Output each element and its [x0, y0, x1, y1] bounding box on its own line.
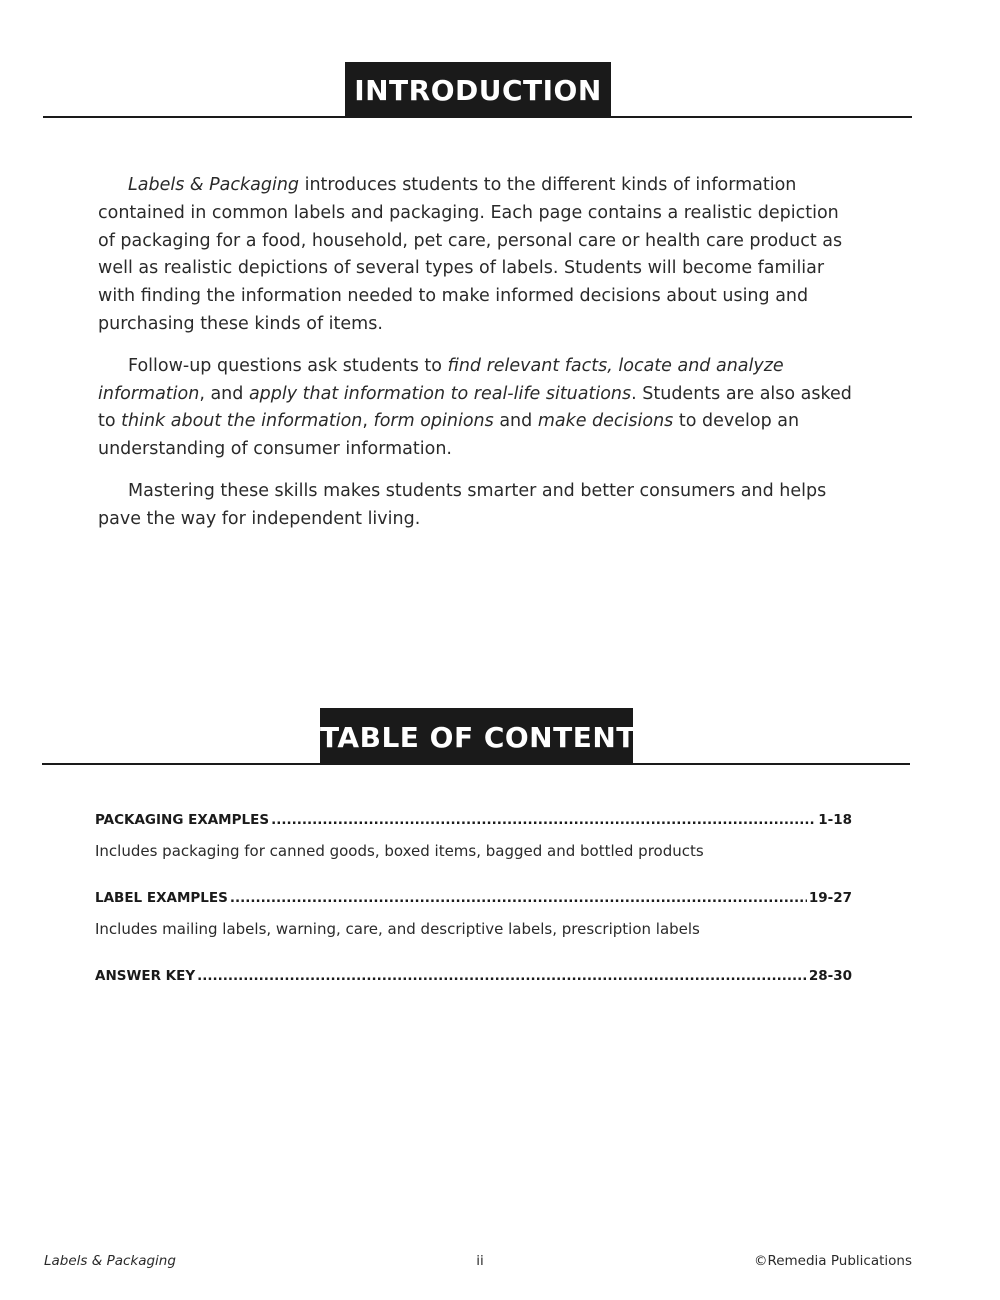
- toc-heading: TABLE OF CONTENT: [320, 708, 633, 765]
- toc-entry-line: [95, 890, 852, 912]
- intro-paragraph-2: [98, 353, 858, 464]
- introduction-heading: INTRODUCTION: [345, 62, 611, 118]
- toc-entry-title: LABEL EXAMPLES: [95, 890, 228, 906]
- intro-p2-text-1: Follow-up questions ask students to: [128, 355, 448, 376]
- intro-paragraph-3: Mastering these skills makes students smarter and better consumers and helps pave the way for independent living.: [98, 480, 827, 529]
- intro-paragraph-1-text: introduces students to the different kinds of information contained in common labels and packaging. Each page contains a realistic depiction of packaging for a food, household, pet care, personal care or health care product as well as realistic depictions of several types of labels. Students will become familiar with finding the information needed to make informed decisions about using and purchasing these kinds of items.: [98, 175, 843, 334]
- toc-dot-leader: [230, 890, 807, 906]
- footer-page-number: ii: [476, 1253, 484, 1269]
- toc-entry-line: [95, 812, 852, 834]
- toc-dot-leader: [271, 812, 816, 828]
- introduction-body: [98, 172, 858, 548]
- toc-entry-label-examples[interactable]: [95, 890, 852, 940]
- toc-dot-leader: [197, 968, 807, 984]
- intro-p2-text-3: . Students are also asked to: [98, 383, 852, 432]
- intro-p2-emphasis-5: make decisions: [537, 411, 674, 432]
- footer-book-title: Labels & Packaging: [44, 1253, 176, 1269]
- intro-p2-text-6: to develop an understanding of consumer information.: [98, 411, 800, 460]
- intro-p2-text-2: , and: [199, 383, 249, 404]
- toc-entry-packaging-examples[interactable]: [95, 812, 852, 862]
- intro-p2-text-5: and: [493, 411, 538, 432]
- toc-entry-pages: 1-18: [818, 812, 852, 828]
- intro-p2-emphasis-3: think about the information: [121, 411, 363, 432]
- intro-paragraph-1: [98, 172, 858, 339]
- footer-publisher: ©Remedia Publications: [753, 1253, 912, 1269]
- toc-entry-title: PACKAGING EXAMPLES: [95, 812, 270, 828]
- toc-entry-description: Includes packaging for canned goods, boxed items, bagged and bottled products: [95, 842, 704, 860]
- intro-p2-emphasis-4: form opinions: [373, 411, 494, 432]
- intro-p2-text-4: ,: [362, 411, 374, 432]
- intro-p2-emphasis-1: find relevant facts, locate and analyze information: [98, 355, 784, 404]
- toc-header: [0, 708, 1000, 765]
- toc-entry-line: [95, 968, 852, 990]
- toc-entry-answer-key[interactable]: [95, 968, 852, 990]
- toc-entry-description: Includes mailing labels, warning, care, and descriptive labels, prescription labels: [95, 920, 700, 938]
- table-of-contents: [95, 812, 852, 1018]
- toc-entry-pages: 28-30: [808, 968, 852, 984]
- toc-entry-title: ANSWER KEY: [95, 968, 196, 984]
- intro-p2-emphasis-2: apply that information to real-life situations: [248, 383, 632, 404]
- toc-entry-pages: 19-27: [808, 890, 852, 906]
- book-title: Labels & Packaging: [128, 175, 300, 195]
- introduction-header: [0, 62, 1000, 118]
